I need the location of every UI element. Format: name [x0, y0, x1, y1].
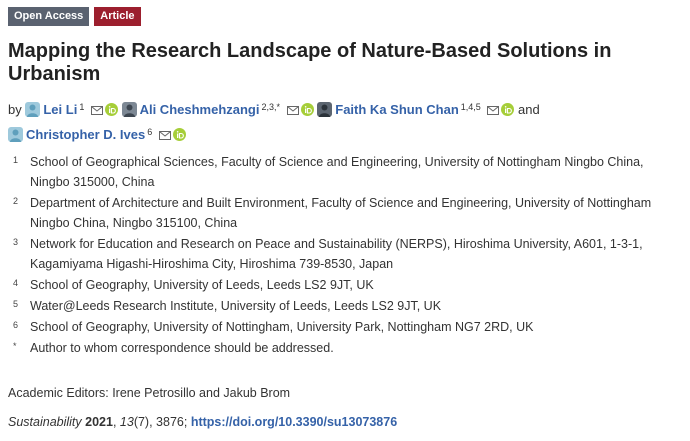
author-affil-sup: 1,4,5 — [460, 102, 481, 112]
author-item — [25, 102, 121, 117]
avatar-icon — [317, 102, 332, 117]
affiliation-text: Network for Education and Research on Peace and Sustainability (NERPS), Hiroshima University, A601, 1-3-1, Kagamiyama Higashi-Hiroshima City, Hiroshima 739-8530, Japan — [30, 237, 643, 271]
author-name-link[interactable]: Christopher D. Ives — [26, 127, 146, 142]
author-item — [8, 127, 186, 142]
badge-group — [8, 7, 141, 26]
orcid-icon[interactable] — [501, 103, 514, 116]
affiliation-item — [8, 338, 684, 358]
author-name-link[interactable]: Lei Li — [43, 102, 78, 117]
affiliation-text: School of Geographical Sciences, Faculty of Science and Engineering, University of Nottingham Ningbo China, Ningbo 315000, China — [30, 155, 644, 189]
author-list — [8, 96, 683, 146]
open-access-badge[interactable]: Open Access — [8, 7, 89, 26]
citation-volume: 13 — [119, 415, 134, 429]
affiliation-number: * — [13, 341, 17, 351]
affiliation-text: School of Geography, University of Leeds, Leeds LS2 9JT, UK — [30, 278, 374, 292]
avatar-icon — [8, 127, 23, 142]
avatar-icon — [122, 102, 137, 117]
citation-year: 2021 — [85, 415, 113, 429]
author-conjunction: and — [518, 102, 540, 117]
author-item — [317, 102, 518, 117]
journal-name: Sustainability — [8, 415, 82, 429]
article-type-badge[interactable]: Article — [94, 7, 140, 26]
doi-link[interactable]: https://doi.org/10.3390/su13073876 — [190, 415, 398, 429]
affiliation-item — [8, 275, 684, 295]
author-affil-sup: 6 — [147, 127, 153, 137]
affiliation-number: 4 — [13, 278, 19, 288]
article-title: Mapping the Research Landscape of Nature-Based Solutions in Urbanism — [8, 40, 612, 85]
affiliation-list — [8, 152, 684, 359]
affiliation-number: 6 — [13, 320, 19, 330]
orcid-icon[interactable] — [173, 128, 186, 141]
citation-issue-pages: (7), 3876; — [133, 415, 188, 429]
affiliation-text: School of Geography, University of Nottingham, University Park, Nottingham NG7 2RD, UK — [30, 320, 534, 334]
affiliation-number: 1 — [13, 155, 19, 165]
affiliation-text: Water@Leeds Research Institute, University of Leeds, Leeds LS2 9JT, UK — [30, 299, 442, 313]
citation-line — [8, 415, 397, 429]
affiliation-item — [8, 296, 684, 316]
author-affil-sup: 2,3,* — [261, 102, 281, 112]
affiliation-item — [8, 317, 684, 337]
orcid-icon[interactable] — [301, 103, 314, 116]
orcid-icon[interactable] — [105, 103, 118, 116]
affiliation-item — [8, 193, 684, 233]
affiliation-number: 3 — [13, 237, 19, 247]
envelope-icon[interactable] — [287, 106, 299, 115]
envelope-icon[interactable] — [159, 131, 171, 140]
affiliation-number: 5 — [13, 299, 19, 309]
envelope-icon[interactable] — [91, 106, 103, 115]
academic-editors: Academic Editors: Irene Petrosillo and Jakub Brom — [8, 386, 291, 400]
citation-separator: , — [112, 415, 120, 429]
avatar-icon — [25, 102, 40, 117]
affiliation-item — [8, 152, 684, 192]
author-item — [122, 102, 318, 117]
envelope-icon[interactable] — [487, 106, 499, 115]
affiliation-item — [8, 234, 684, 274]
affiliation-number: 2 — [13, 196, 19, 206]
author-name-link[interactable]: Faith Ka Shun Chan — [335, 102, 459, 117]
author-prefix: by — [8, 102, 22, 117]
affiliation-text: Department of Architecture and Built Environment, Faculty of Science and Engineering, University of Nottingham Ningbo China, Ningbo 315100, China — [30, 196, 652, 230]
author-affil-sup: 1 — [79, 102, 85, 112]
author-name-link[interactable]: Ali Cheshmehzangi — [139, 102, 260, 117]
affiliation-text: Author to whom correspondence should be addressed. — [30, 341, 334, 355]
